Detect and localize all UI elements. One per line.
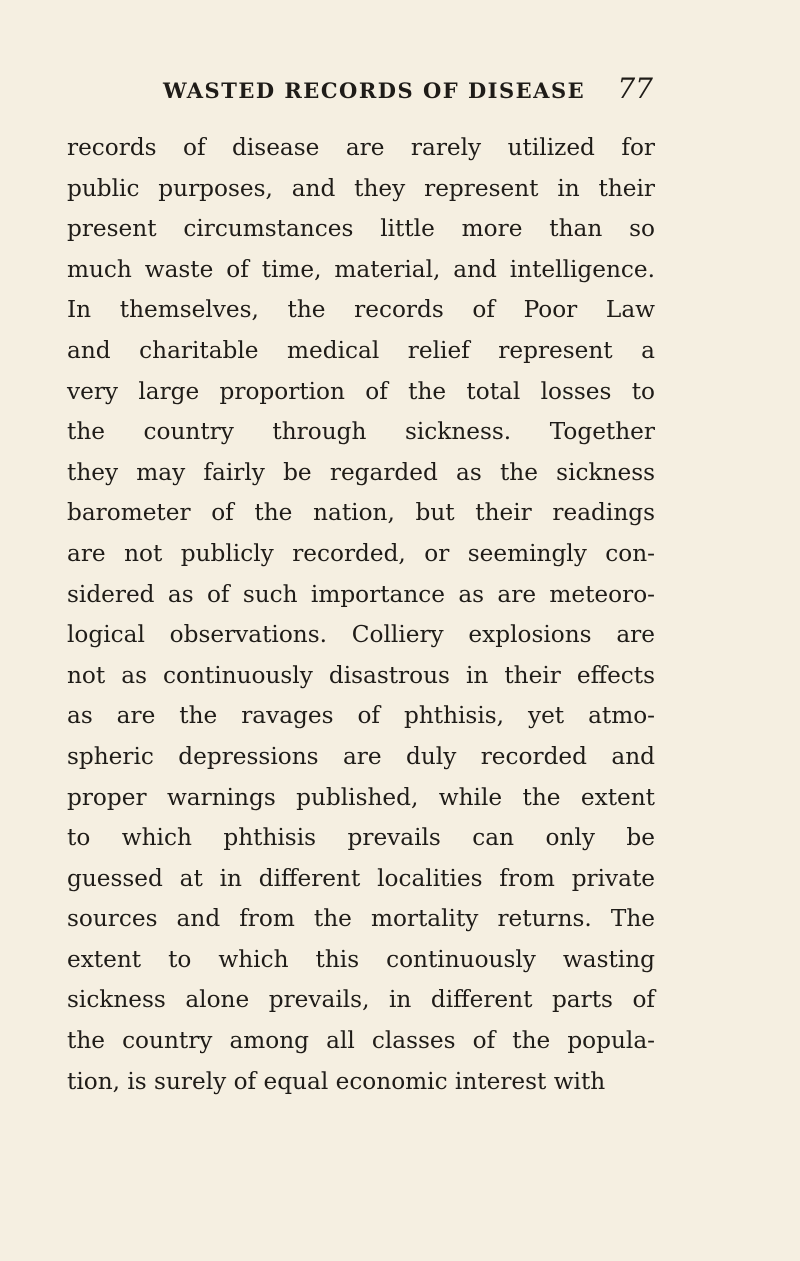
text-line: In themselves, the records of Poor Law	[67, 296, 655, 324]
text-line: much waste of time, material, and intelligence.	[67, 255, 655, 283]
text-line: barometer of the nation, but their readings	[67, 499, 655, 527]
text-line: and charitable medical relief represent a	[67, 336, 655, 364]
running-head	[163, 72, 653, 108]
text-line: records of disease are rarely utilized for	[67, 134, 655, 161]
text-line: the country among all classes of the popula-	[67, 1027, 655, 1055]
text-line: very large proportion of the total losses to	[67, 377, 655, 405]
text-line: guessed at in different localities from private	[67, 864, 655, 892]
text-line: to which phthisis prevails can only be	[67, 824, 655, 852]
text-line: the country through sickness. Together	[67, 418, 655, 446]
text-line: logical observations. Colliery explosions are	[67, 621, 655, 649]
text-line: public purposes, and they represent in their	[67, 174, 655, 202]
text-line: sources and from the mortality returns. The	[67, 905, 655, 933]
page-number: 77	[617, 72, 653, 105]
text-line: as are the ravages of phthisis, yet atmo-	[67, 702, 655, 730]
body-text	[67, 128, 655, 1102]
text-line: extent to which this continuously wasting	[67, 945, 655, 973]
text-line: proper warnings published, while the extent	[67, 783, 655, 811]
text-line: not as continuously disastrous in their effects	[67, 661, 655, 689]
text-line: they may fairly be regarded as the sickness	[67, 458, 655, 486]
running-title: WASTED RECORDS OF DISEASE	[163, 78, 586, 103]
text-line: tion, is surely of equal economic interest with	[67, 1067, 606, 1095]
text-line: are not publicly recorded, or seemingly con-	[67, 539, 655, 567]
text-line: sidered as of such importance as are meteoro-	[67, 580, 655, 608]
text-line: sickness alone prevails, in different parts of	[67, 986, 655, 1014]
text-line: present circumstances little more than so	[67, 215, 655, 243]
text-line: spheric depressions are duly recorded and	[67, 742, 655, 770]
